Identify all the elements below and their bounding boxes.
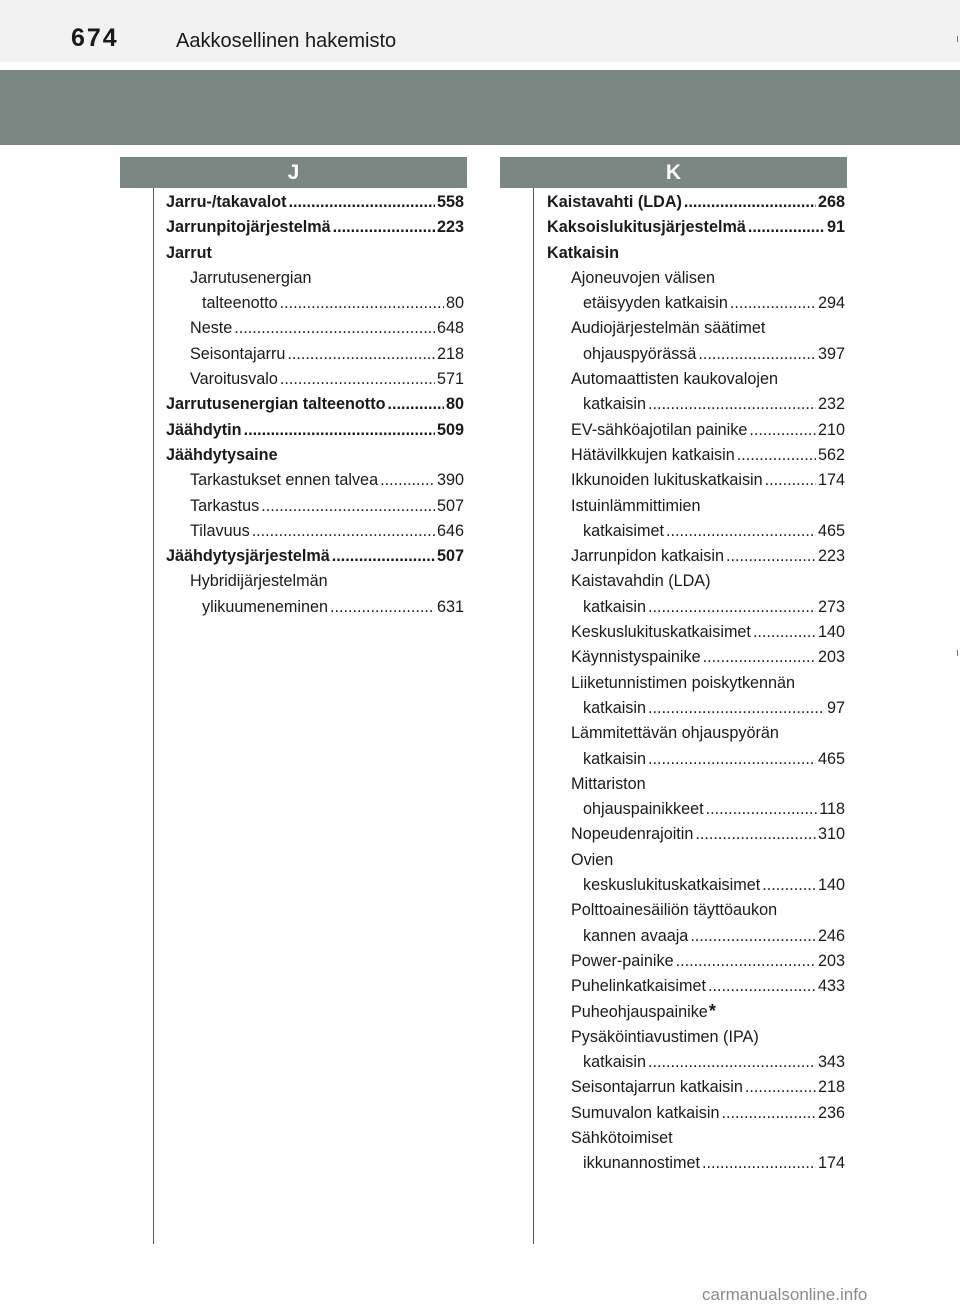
index-entry [166,316,464,341]
entry-term: Kaistavahti (LDA) [547,193,682,211]
leader-dots [730,291,816,316]
index-entry [547,1025,845,1050]
leader-dots [706,797,818,822]
index-entry [547,215,845,240]
entry-term: katkaisin [583,597,646,616]
entry-page-number: 140 [817,623,845,642]
index-entry: Puheohjauspainike * [547,1000,845,1025]
index-entry [166,418,464,443]
entry-term: Pysäköintiavustimen (IPA) [571,1027,759,1046]
page-title: Aakkosellinen hakemisto [176,30,397,52]
section-banner [0,70,960,145]
entry-page-number: 397 [817,344,845,363]
entry-term: Jarrunpidon katkaisin [571,547,724,566]
entry-page-number: 343 [817,1053,845,1072]
index-entry [547,418,845,443]
entry-page-number: 294 [817,294,845,313]
entry-term: Kaksoislukitusjärjestelmä [547,218,746,237]
index-entry [547,1151,845,1176]
entry-term: Seisontajarru [190,344,286,363]
leader-dots [745,1075,816,1100]
leader-dots [244,418,435,443]
letter-heading-j: J [120,157,467,188]
entry-term: Ikkunoiden lukituskatkaisin [571,471,763,490]
leader-dots [690,924,816,949]
leader-dots [648,392,816,417]
index-entry [166,443,464,468]
index-entry [166,291,464,316]
index-entry [547,645,845,670]
entry-term: EV-sähköajotilan painike [571,420,748,439]
leader-dots [753,620,816,645]
index-entry [547,747,845,772]
entry-term: Sähkötoimiset [571,1128,673,1147]
leader-dots [708,974,816,999]
index-entry [547,316,845,341]
entry-page-number: 236 [817,1103,845,1122]
entry-term: Liiketunnistimen poiskytkennän [571,673,796,692]
entry-page-number: 210 [817,420,845,439]
index-entry [547,696,845,721]
leader-dots [765,468,816,493]
entry-term: Sumuvalon katkaisin [571,1103,720,1122]
index-column-j [166,190,464,620]
entry-term: Istuinlämmittimien [571,496,701,515]
index-entry [547,595,845,620]
leader-dots [698,342,816,367]
entry-term: etäisyyden katkaisin [583,294,728,313]
index-entry [547,873,845,898]
entry-term: Puheohjauspainike [571,1002,708,1021]
index-entry [547,468,845,493]
index-entry [547,822,845,847]
entry-term: katkaisin [583,395,646,414]
index-entry [547,1101,845,1126]
index-entry [547,1050,845,1075]
index-entry [166,468,464,493]
entry-term: ohjauspyörässä [583,344,697,363]
index-entry [547,848,845,873]
entry-page-number: 218 [436,344,464,363]
edge-mark [957,650,958,656]
entry-page-number: 507 [436,547,464,566]
page-number: 674 [71,24,119,52]
entry-page-number: 509 [436,420,464,439]
leader-dots [380,468,435,493]
entry-term: Automaattisten kaukovalojen [571,370,778,389]
entry-page-number: 631 [436,597,464,616]
entry-term: Seisontajarrun katkaisin [571,1078,743,1097]
index-entry [547,342,845,367]
entry-term: ohjauspainikkeet [583,800,704,819]
index-entry [547,1075,845,1100]
leader-dots [234,316,435,341]
letter-heading-k: K [500,157,847,188]
entry-term: Tilavuus [190,521,250,540]
index-entry [547,443,845,468]
leader-dots [666,519,816,544]
index-entry [166,392,464,417]
entry-page-number: 648 [436,319,464,338]
index-entry [166,519,464,544]
entry-page-number: 310 [817,825,845,844]
entry-term: Käynnistyspainike [571,648,701,667]
entry-term: katkaisin [583,1053,646,1072]
leader-dots [252,519,435,544]
entry-page-number: 80 [445,294,464,313]
entry-term: Polttoainesäiliön täyttöaukon [571,901,778,920]
index-entry [166,266,464,291]
leader-dots [749,418,816,443]
index-entry [166,494,464,519]
entry-page-number: 118 [819,800,845,819]
leader-dots [287,342,435,367]
index-entry [547,772,845,797]
entry-page-number: 140 [817,876,845,895]
leader-dots [684,190,816,215]
leader-dots [721,1101,816,1126]
entry-page-number: 571 [436,370,464,389]
index-entry [547,721,845,746]
entry-term: Hybridijärjestelmän [190,572,328,591]
column-rule-left [153,188,154,1244]
leader-dots [648,595,816,620]
entry-term: Jarru-/takavalot [166,193,287,211]
entry-term: Keskuslukituskatkaisimet [571,623,751,642]
leader-dots [280,291,444,316]
entry-page-number: 390 [436,471,464,490]
entry-page-number: 203 [817,951,845,970]
entry-term: Jarrutusenergian [190,268,312,287]
entry-term: katkaisin [583,749,646,768]
leader-dots [261,494,435,519]
index-entry [166,190,464,215]
page-header [0,0,960,62]
index-entry [547,1126,845,1151]
index-entry [547,949,845,974]
entry-term: Jarrutusenergian talteenotto [166,395,386,414]
entry-term: Ajoneuvojen välisen [571,268,715,287]
entry-term: Jarrunpitojärjestelmä [166,218,331,237]
leader-dots [703,645,816,670]
index-entry [166,342,464,367]
leader-dots [280,367,435,392]
index-entry [547,569,845,594]
index-entry [166,595,464,620]
entry-page-number: 273 [817,597,845,616]
index-entry [547,671,845,696]
entry-term: ikkunannostimet [583,1154,700,1173]
index-column-k [547,190,845,1177]
entry-term: Power-painike [571,951,674,970]
index-entry [547,266,845,291]
index-entry [547,190,845,215]
leader-dots [648,747,816,772]
entry-term: Kaistavahdin (LDA) [571,572,711,591]
leader-dots [330,595,435,620]
entry-page-number: 218 [817,1078,845,1097]
entry-page-number: 223 [817,547,845,566]
entry-page-number: 507 [436,496,464,515]
entry-term: Puhelinkatkaisimet [571,977,706,996]
entry-term: Hätävilkkujen katkaisin [571,445,735,464]
leader-dots [676,949,816,974]
index-entry [166,544,464,569]
leader-dots [289,190,435,215]
leader-dots [695,822,816,847]
leader-dots [726,544,816,569]
entry-term: Jäähdytin [166,420,242,439]
entry-page-number: 223 [436,218,464,237]
leader-dots [332,544,435,569]
entry-term: ylikuumeneminen [202,597,328,616]
index-entry [547,241,845,266]
entry-term: Neste [190,319,233,338]
entry-page-number: 232 [817,395,845,414]
edge-mark [957,36,958,42]
entry-term: keskuslukituskatkaisimet [583,876,761,895]
index-entry [547,544,845,569]
entry-term: katkaisimet [583,521,664,540]
entry-term: Audiojärjestelmän säätimet [571,319,766,338]
index-entry [547,392,845,417]
watermark: carmanualsonline.info [702,1285,868,1304]
index-entry [547,797,845,822]
leader-dots [648,1050,816,1075]
entry-page-number: 268 [817,193,845,211]
index-entry [547,519,845,544]
index-entry [166,215,464,240]
leader-dots [702,1151,816,1176]
entry-page-number: 203 [817,648,845,667]
index-entry [547,620,845,645]
column-rule-right [533,188,534,1244]
entry-page-number: 562 [817,445,845,464]
entry-page-number: 558 [436,193,464,211]
index-entry [547,291,845,316]
index-entry [547,494,845,519]
index-entry [547,974,845,999]
entry-page-number: 174 [817,1154,845,1173]
entry-page-number: 465 [817,521,845,540]
entry-term: Tarkastukset ennen talvea [190,471,379,490]
leader-dots [737,443,816,468]
entry-term: Lämmitettävän ohjauspyörän [571,724,779,743]
entry-page-number: 433 [817,977,845,996]
entry-term: Nopeudenrajoitin [571,825,694,844]
entry-term: Jarrut [166,243,212,262]
leader-dots [748,215,825,240]
index-entry [547,898,845,923]
entry-term: Mittariston [571,774,646,793]
index-entry [547,367,845,392]
entry-page-number: 465 [817,749,845,768]
entry-term: Ovien [571,850,614,869]
entry-page-number: 97 [826,698,845,717]
leader-dots [762,873,816,898]
entry-term: kannen avaaja [583,926,689,945]
index-entry [547,924,845,949]
leader-dots [648,696,825,721]
entry-page-number: 246 [817,926,845,945]
entry-page-number: 91 [826,218,845,237]
entry-term: katkaisin [583,698,646,717]
entry-page-number: 174 [817,471,845,490]
leader-dots [387,392,444,417]
entry-page-number: 80 [445,395,464,414]
index-entry [166,241,464,266]
index-entry [166,367,464,392]
entry-page-number: 646 [436,521,464,540]
entry-term: Tarkastus [190,496,260,515]
entry-term: talteenotto [202,294,278,313]
index-entry [166,569,464,594]
entry-term: Jäähdytysjärjestelmä [166,547,330,566]
leader-dots [333,215,435,240]
entry-term: Katkaisin [547,243,619,262]
entry-term: Jäähdytysaine [166,445,278,464]
entry-term: Varoitusvalo [190,370,278,389]
